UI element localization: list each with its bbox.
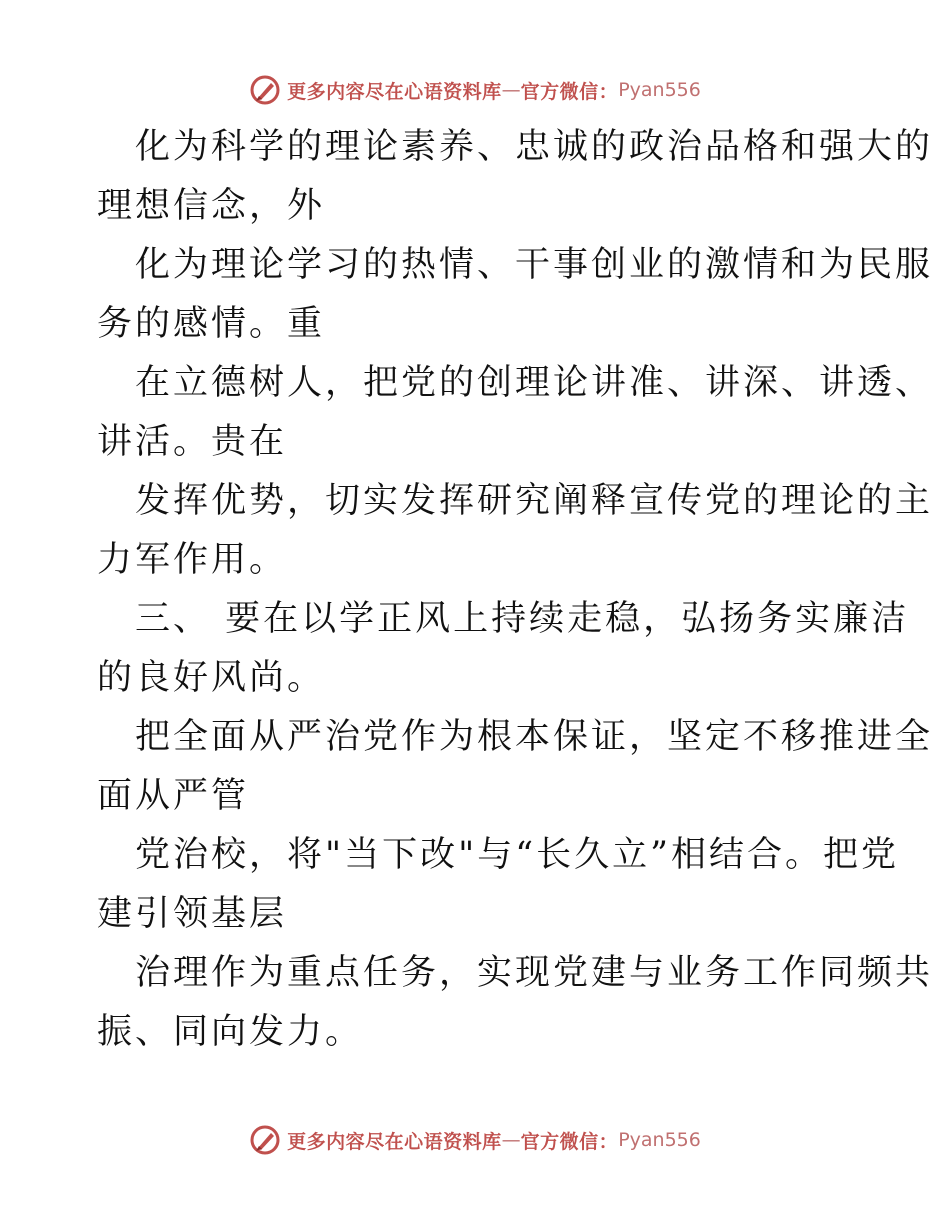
paragraph-line: 党治校，将"当下改"与“长久立”相结合。把党: [135, 835, 899, 875]
watermark-contact-label: 官方微信：: [520, 80, 619, 103]
paragraph: [97, 708, 934, 826]
paragraph: [97, 472, 934, 590]
paragraph: [97, 118, 934, 236]
watermark-separator: —: [501, 1129, 521, 1151]
watermark-separator: —: [501, 79, 521, 101]
section-heading-paragraph: [97, 590, 910, 708]
paragraph-line: 治理作为重点任务，实现党建与业务工作同频共: [135, 953, 934, 993]
header-watermark: [0, 70, 950, 110]
paragraph-line: 力军作用。: [97, 540, 288, 580]
paragraph-line: 三、 要在以学正风上持续走稳，弘扬务实廉洁: [135, 599, 910, 639]
paragraph-line: 把全面从严治党作为根本保证，坚定不移推进全: [135, 717, 934, 757]
watermark-text: 更多内容尽在心语资料库: [287, 1130, 502, 1153]
quill-logo-icon: [249, 1124, 281, 1156]
paragraph-line: 发挥优势，切实发挥研究阐释宣传党的理论的主: [135, 481, 934, 521]
paragraph-line: 建引领基层: [97, 894, 288, 934]
paragraph: [97, 944, 934, 1062]
paragraph-line: 理想信念，外: [97, 186, 326, 226]
paragraph-line: 务的感情。重: [97, 304, 326, 344]
paragraph-line: 在立德树人，把党的创理论讲准、讲深、讲透、: [135, 363, 934, 403]
paragraph-line: 化为科学的理论素养、忠诚的政治品格和强大的: [135, 127, 934, 167]
paragraph-line: 讲活。贵在: [97, 422, 288, 462]
paragraph: [97, 354, 934, 472]
paragraph: [97, 826, 899, 944]
watermark-contact-id: Pyan556: [618, 1129, 701, 1151]
quill-logo-icon: [249, 74, 281, 106]
document-body: [97, 118, 934, 1062]
watermark-contact-id: Pyan556: [618, 79, 701, 101]
paragraph: [97, 236, 934, 354]
paragraph-line: 化为理论学习的热情、干事创业的激情和为民服: [135, 245, 934, 285]
paragraph-line: 面从严管: [97, 776, 250, 816]
watermark-text: 更多内容尽在心语资料库: [287, 80, 502, 103]
footer-watermark: [0, 1120, 950, 1160]
paragraph-line: 振、同向发力。: [97, 1012, 364, 1052]
watermark-contact-label: 官方微信：: [520, 1130, 619, 1153]
paragraph-line: 的良好风尚。: [97, 658, 326, 698]
